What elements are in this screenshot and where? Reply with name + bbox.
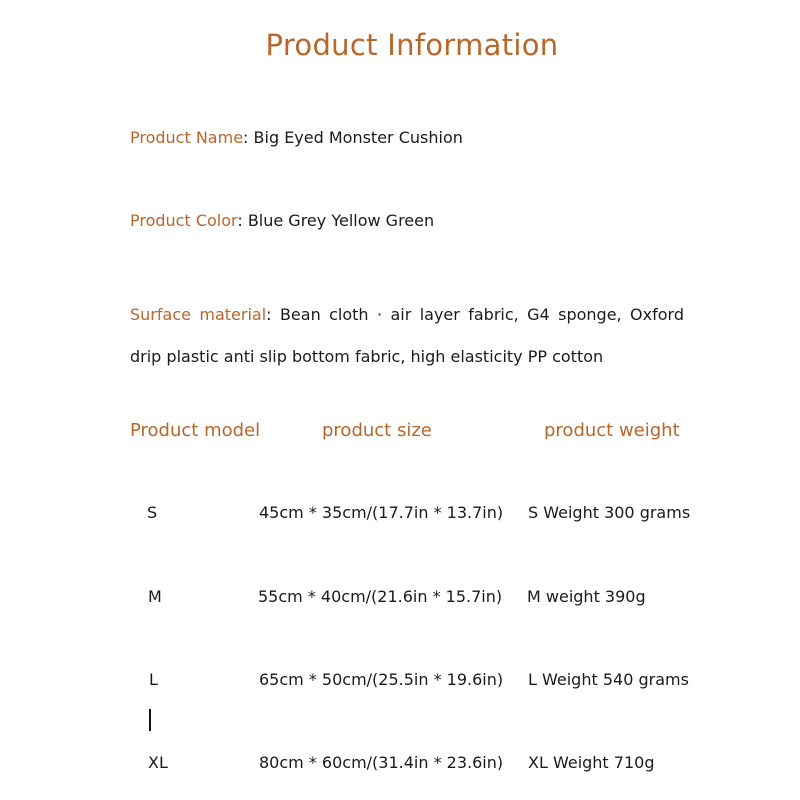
product-color-label: Product Color — [130, 211, 238, 230]
row-m-size: 55cm * 40cm/(21.6in * 15.7in) — [258, 587, 503, 606]
product-color-value: Blue Grey Yellow Green — [247, 211, 435, 230]
text-cursor — [149, 709, 151, 731]
product-color-field: Product Color: Blue Grey Yellow Green — [130, 211, 435, 230]
product-name-field: Product Name: Big Eyed Monster Cushion — [130, 128, 463, 147]
row-xl-model: XL — [148, 753, 168, 772]
row-l-size: 65cm * 50cm/(25.5in * 19.6in) — [259, 670, 504, 689]
page-title: Product Information — [265, 28, 559, 62]
header-product-size: product size — [322, 420, 432, 441]
row-l-weight: L Weight 540 grams — [528, 670, 689, 689]
row-m-model: M — [148, 587, 162, 606]
row-xl-size: 80cm * 60cm/(31.4in * 23.6in) — [259, 753, 504, 772]
row-l-model: L — [149, 670, 158, 689]
row-xl-weight: XL Weight 710g — [528, 753, 655, 772]
row-s-weight: S Weight 300 grams — [528, 503, 691, 522]
surface-material-field: Surface material: Bean cloth · air layer fabric, G4 sponge, Oxford drip plastic anti slip bottom fabric, high elasticity PP cotton — [130, 305, 684, 366]
product-name-label: Product Name — [130, 128, 244, 147]
product-name-value: Big Eyed Monster Cushion — [253, 128, 463, 147]
header-product-weight: product weight — [544, 420, 680, 441]
surface-material-value: Bean cloth · air layer fabric, G4 sponge, Oxford drip plastic anti slip bottom fabric, high elasticity PP cotton — [130, 305, 684, 366]
row-m-weight: M weight 390g — [527, 587, 646, 606]
surface-material-label: Surface material — [130, 305, 267, 324]
row-s-model: S — [147, 503, 158, 522]
header-product-model: Product model — [130, 420, 261, 441]
row-s-size: 45cm * 35cm/(17.7in * 13.7in) — [259, 503, 504, 522]
